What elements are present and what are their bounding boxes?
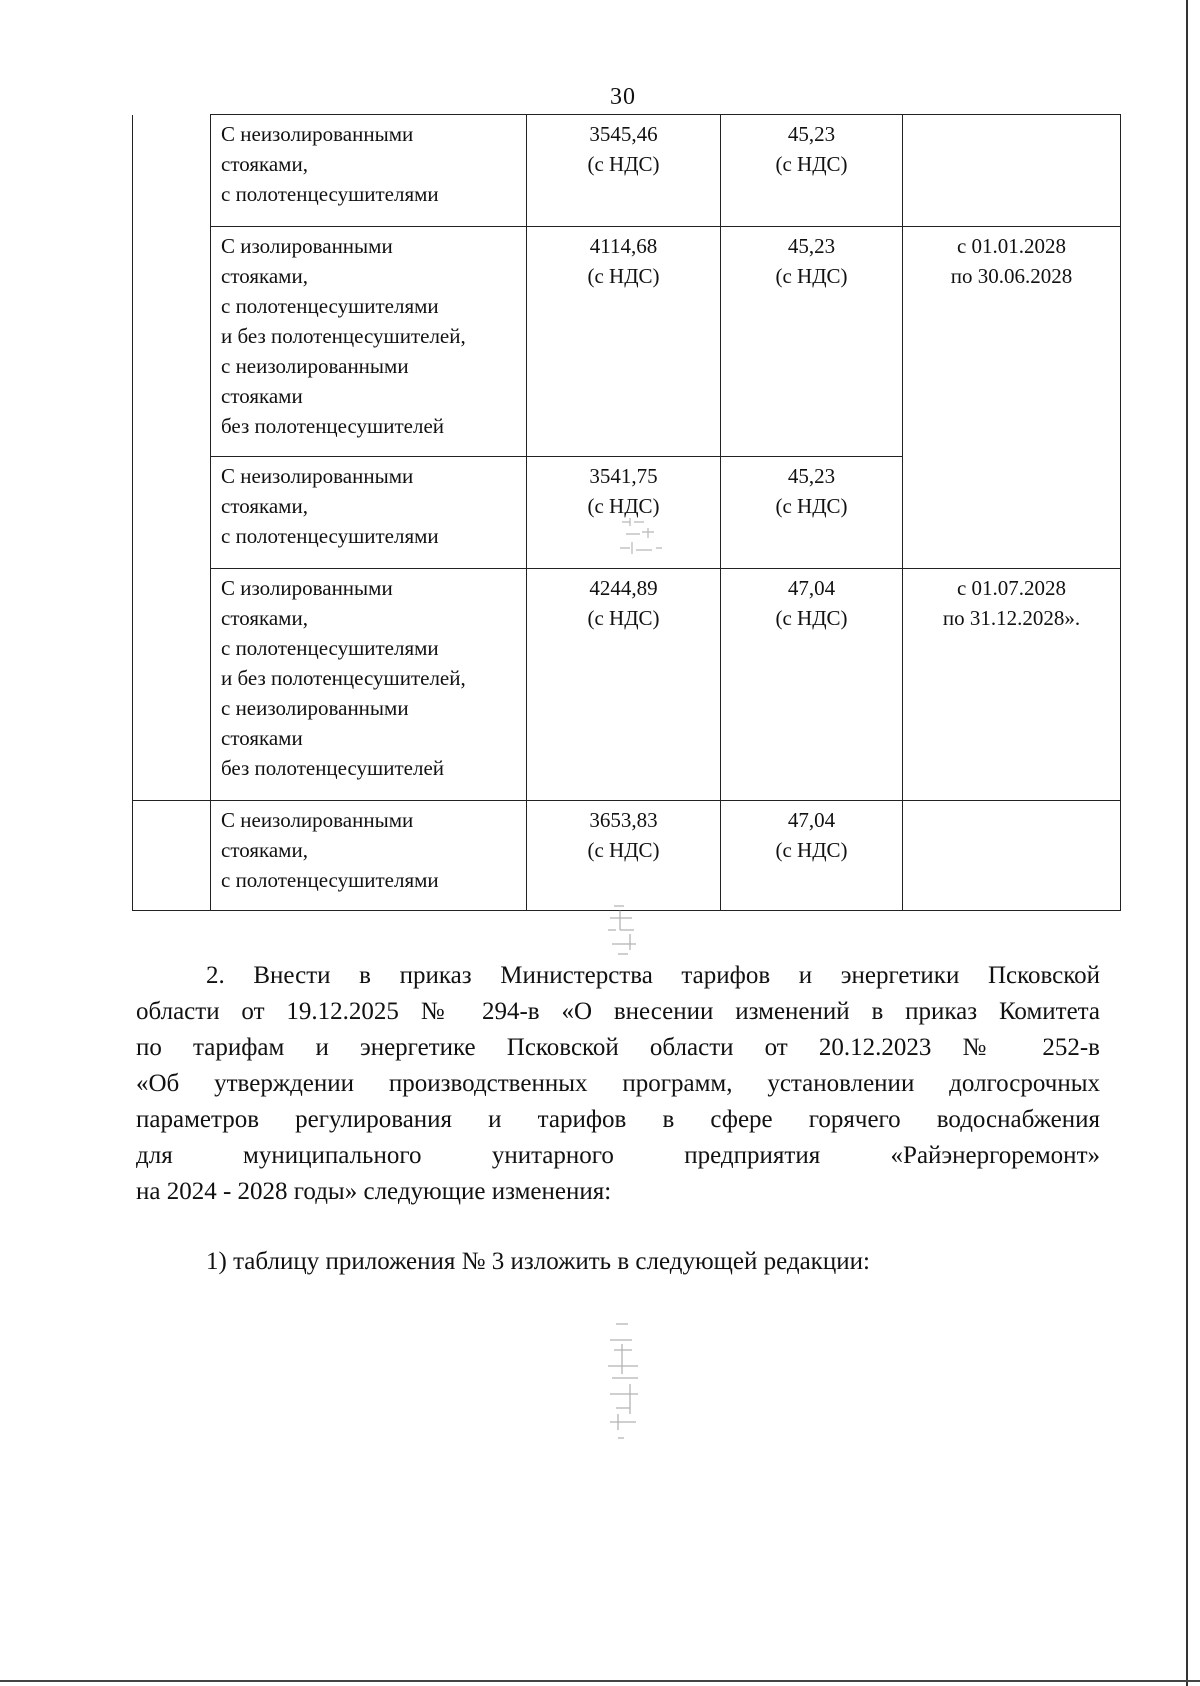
table-cell-period bbox=[903, 801, 1121, 911]
table-cell-value-2: 45,23 (с НДС) bbox=[721, 457, 903, 569]
table-cell-value-2: 45,23 (с НДС) bbox=[721, 227, 903, 457]
table-cell-value-2: 47,04 (с НДС) bbox=[721, 569, 903, 801]
table-cell-description: С неизолированными стояками, с полотенцесушителями bbox=[211, 115, 527, 227]
table-cell-value-1: 3545,46 (с НДС) bbox=[527, 115, 721, 227]
table-cell-period: с 01.07.2028 по 31.12.2028». bbox=[903, 569, 1121, 801]
table-cell-period bbox=[903, 115, 1121, 227]
table-cell-value-2: 45,23 (с НДС) bbox=[721, 115, 903, 227]
page-number: 30 bbox=[610, 84, 636, 110]
table-row bbox=[133, 115, 1121, 227]
stamp-mark bbox=[612, 512, 672, 562]
table-cell-value-1: 4114,68 (с НДС) bbox=[527, 227, 721, 457]
table-cell-blank bbox=[133, 801, 211, 911]
paragraph-3: 1) таблицу приложения № 3 изложить в следующей редакции: bbox=[206, 1248, 870, 1275]
stamp-mark bbox=[600, 900, 650, 962]
table-row bbox=[133, 569, 1121, 801]
table-cell-value-1: 3541,75 (с НДС) bbox=[527, 457, 721, 569]
table-cell-value-1: 3653,83 (с НДС) bbox=[527, 801, 721, 911]
table-cell-period: с 01.01.2028 по 30.06.2028 bbox=[903, 227, 1121, 569]
table-cell-description: С изолированными стояками, с полотенцесушителями и без полотенцесушителей, с неизолированными стояками без полотенцесушителей bbox=[211, 227, 527, 457]
table-cell-description: С изолированными стояками, с полотенцесушителями и без полотенцесушителей, с неизолированными стояками без полотенцесушителей bbox=[211, 569, 527, 801]
table-row bbox=[133, 227, 1121, 457]
table-cell-description: С неизолированными стояками, с полотенцесушителями bbox=[211, 457, 527, 569]
table-cell-value-1: 4244,89 (с НДС) bbox=[527, 569, 721, 801]
stamp-mark bbox=[600, 1318, 650, 1448]
page-edge-bottom bbox=[0, 1680, 1200, 1682]
page-edge-right bbox=[1186, 0, 1188, 1686]
table-cell-description: С неизолированными стояками, с полотенцесушителями bbox=[211, 801, 527, 911]
table-cell-value-2: 47,04 (с НДС) bbox=[721, 801, 903, 911]
table-cell-blank bbox=[133, 115, 211, 801]
paragraph-2: 2. Внести в приказ Министерства тарифов и энергетики Псковской области от 19.12.2025 № 294-в «О внесении изменений в приказ Комитета по тарифам и энергетике Псковской области от 20.12.2023 № 252-в «Об утверждении производственных программ, установлении долгосрочных параметров регулирования и тарифов в сфере горячего водоснабжения для муниципального унитарного предприятия «Райэнергоремонт» на 2024 - 2028 годы» следующие изменения: bbox=[136, 962, 1100, 1205]
table-row bbox=[133, 801, 1121, 911]
